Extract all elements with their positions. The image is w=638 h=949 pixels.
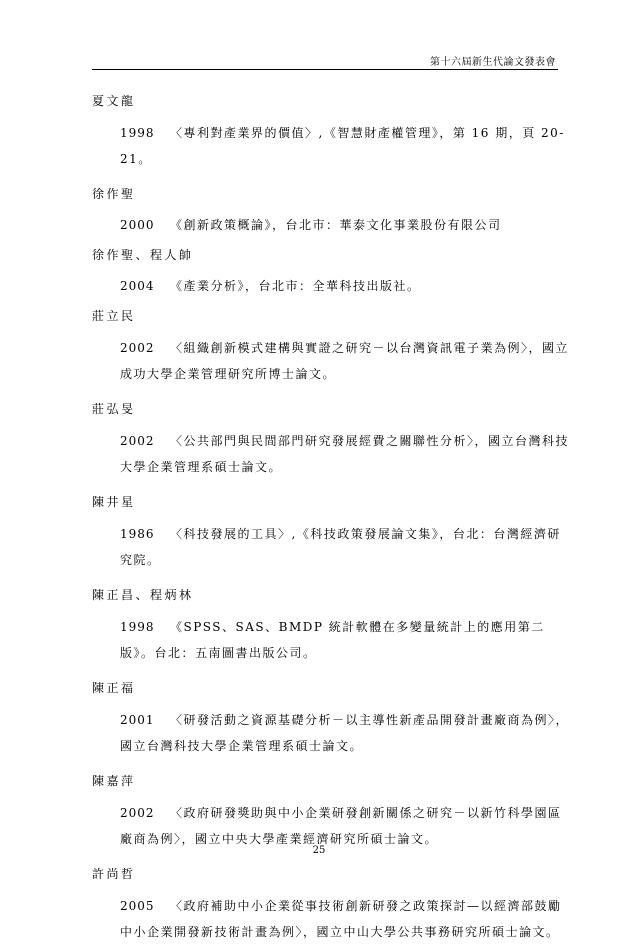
reference-citation: 〈政府研發獎助與中小企業研發創新關係之研究－以新竹科學園區廠商為例〉，國立中央大學產業經濟研究所碩士論文。 [120, 806, 562, 846]
reference-author: 徐作聖、程人帥 [92, 248, 194, 262]
reference-entry [120, 707, 570, 759]
reference-citation: 《產業分析》，台北市：全華科技出版社。 [170, 279, 421, 293]
reference-author: 陳嘉萍 [92, 774, 136, 788]
reference-item [92, 856, 570, 945]
reference-citation: 〈科技發展的工具〉,《科技政策發展論文集》，台北：台灣經濟研究院。 [120, 527, 561, 567]
reference-entry [120, 335, 570, 387]
reference-author: 莊立民 [92, 309, 136, 323]
reference-author: 莊弘旻 [92, 402, 136, 416]
reference-citation: 《創新政策概論》，台北市：華泰文化事業股份有限公司 [170, 218, 502, 232]
reference-citation: 〈組織創新模式建構與實證之研究－以台灣資訊電子業為例〉，國立成功大學企業管理研究所博士論文。 [120, 341, 570, 381]
reference-author: 夏文龍 [92, 94, 136, 108]
page-number: 25 [312, 845, 326, 856]
header-rule [92, 69, 558, 70]
reference-entry [120, 893, 570, 945]
reference-year: 1998 [120, 126, 155, 140]
reference-author: 陳正昌、程炳林 [92, 588, 194, 602]
reference-item [92, 83, 570, 172]
reference-author: 陳正福 [92, 681, 136, 695]
reference-citation: 〈公共部門與民間部門研究發展經費之關聯性分析〉，國立台灣科技大學企業管理系碩士論文。 [120, 434, 570, 474]
reference-year: 1986 [120, 527, 155, 541]
reference-entry [120, 274, 570, 298]
reference-author: 許尚哲 [92, 867, 136, 881]
reference-item [92, 670, 570, 759]
conference-header: 第十六屆新生代論文發表會 [430, 57, 556, 68]
reference-list [92, 83, 570, 949]
reference-year: 2002 [120, 341, 155, 355]
reference-citation: 〈專利對產業界的價值〉,《智慧財產權管理》，第 16 期，頁 20-21。 [120, 126, 565, 166]
reference-author: 徐作聖 [92, 187, 136, 201]
reference-entry [120, 428, 570, 480]
reference-item [92, 484, 570, 573]
reference-item [92, 391, 570, 480]
reference-citation: 〈研發活動之資源基礎分析－以主導性新產品開發計畫廠商為例〉，國立台灣科技大學企業管理系碩士論文。 [120, 713, 570, 753]
reference-entry [120, 521, 570, 573]
reference-entry [120, 614, 570, 666]
reference-year: 2001 [120, 713, 155, 727]
reference-year: 2004 [120, 279, 155, 293]
reference-author: 陳井星 [92, 495, 136, 509]
reference-year: 2000 [120, 218, 155, 232]
reference-year: 2005 [120, 899, 155, 913]
reference-item [92, 298, 570, 387]
reference-year: 2002 [120, 806, 155, 820]
reference-item [92, 577, 570, 666]
reference-entry [120, 120, 570, 172]
reference-year: 2002 [120, 434, 155, 448]
reference-entry [120, 213, 570, 237]
reference-citation: 《SPSS、SAS、BMDP 統計軟體在多變量統計上的應用第二版》。台北：五南圖書出版公司。 [120, 620, 545, 660]
reference-year: 1998 [120, 620, 155, 634]
reference-item [92, 237, 570, 298]
reference-item [92, 763, 570, 852]
reference-citation: 〈政府補助中小企業從事技術創新研發之政策探討—以經濟部鼓勵中小企業開發新技術計畫為例〉，國立中山大學公共事務研究所碩士論文。 [120, 899, 562, 939]
reference-item [92, 176, 570, 237]
